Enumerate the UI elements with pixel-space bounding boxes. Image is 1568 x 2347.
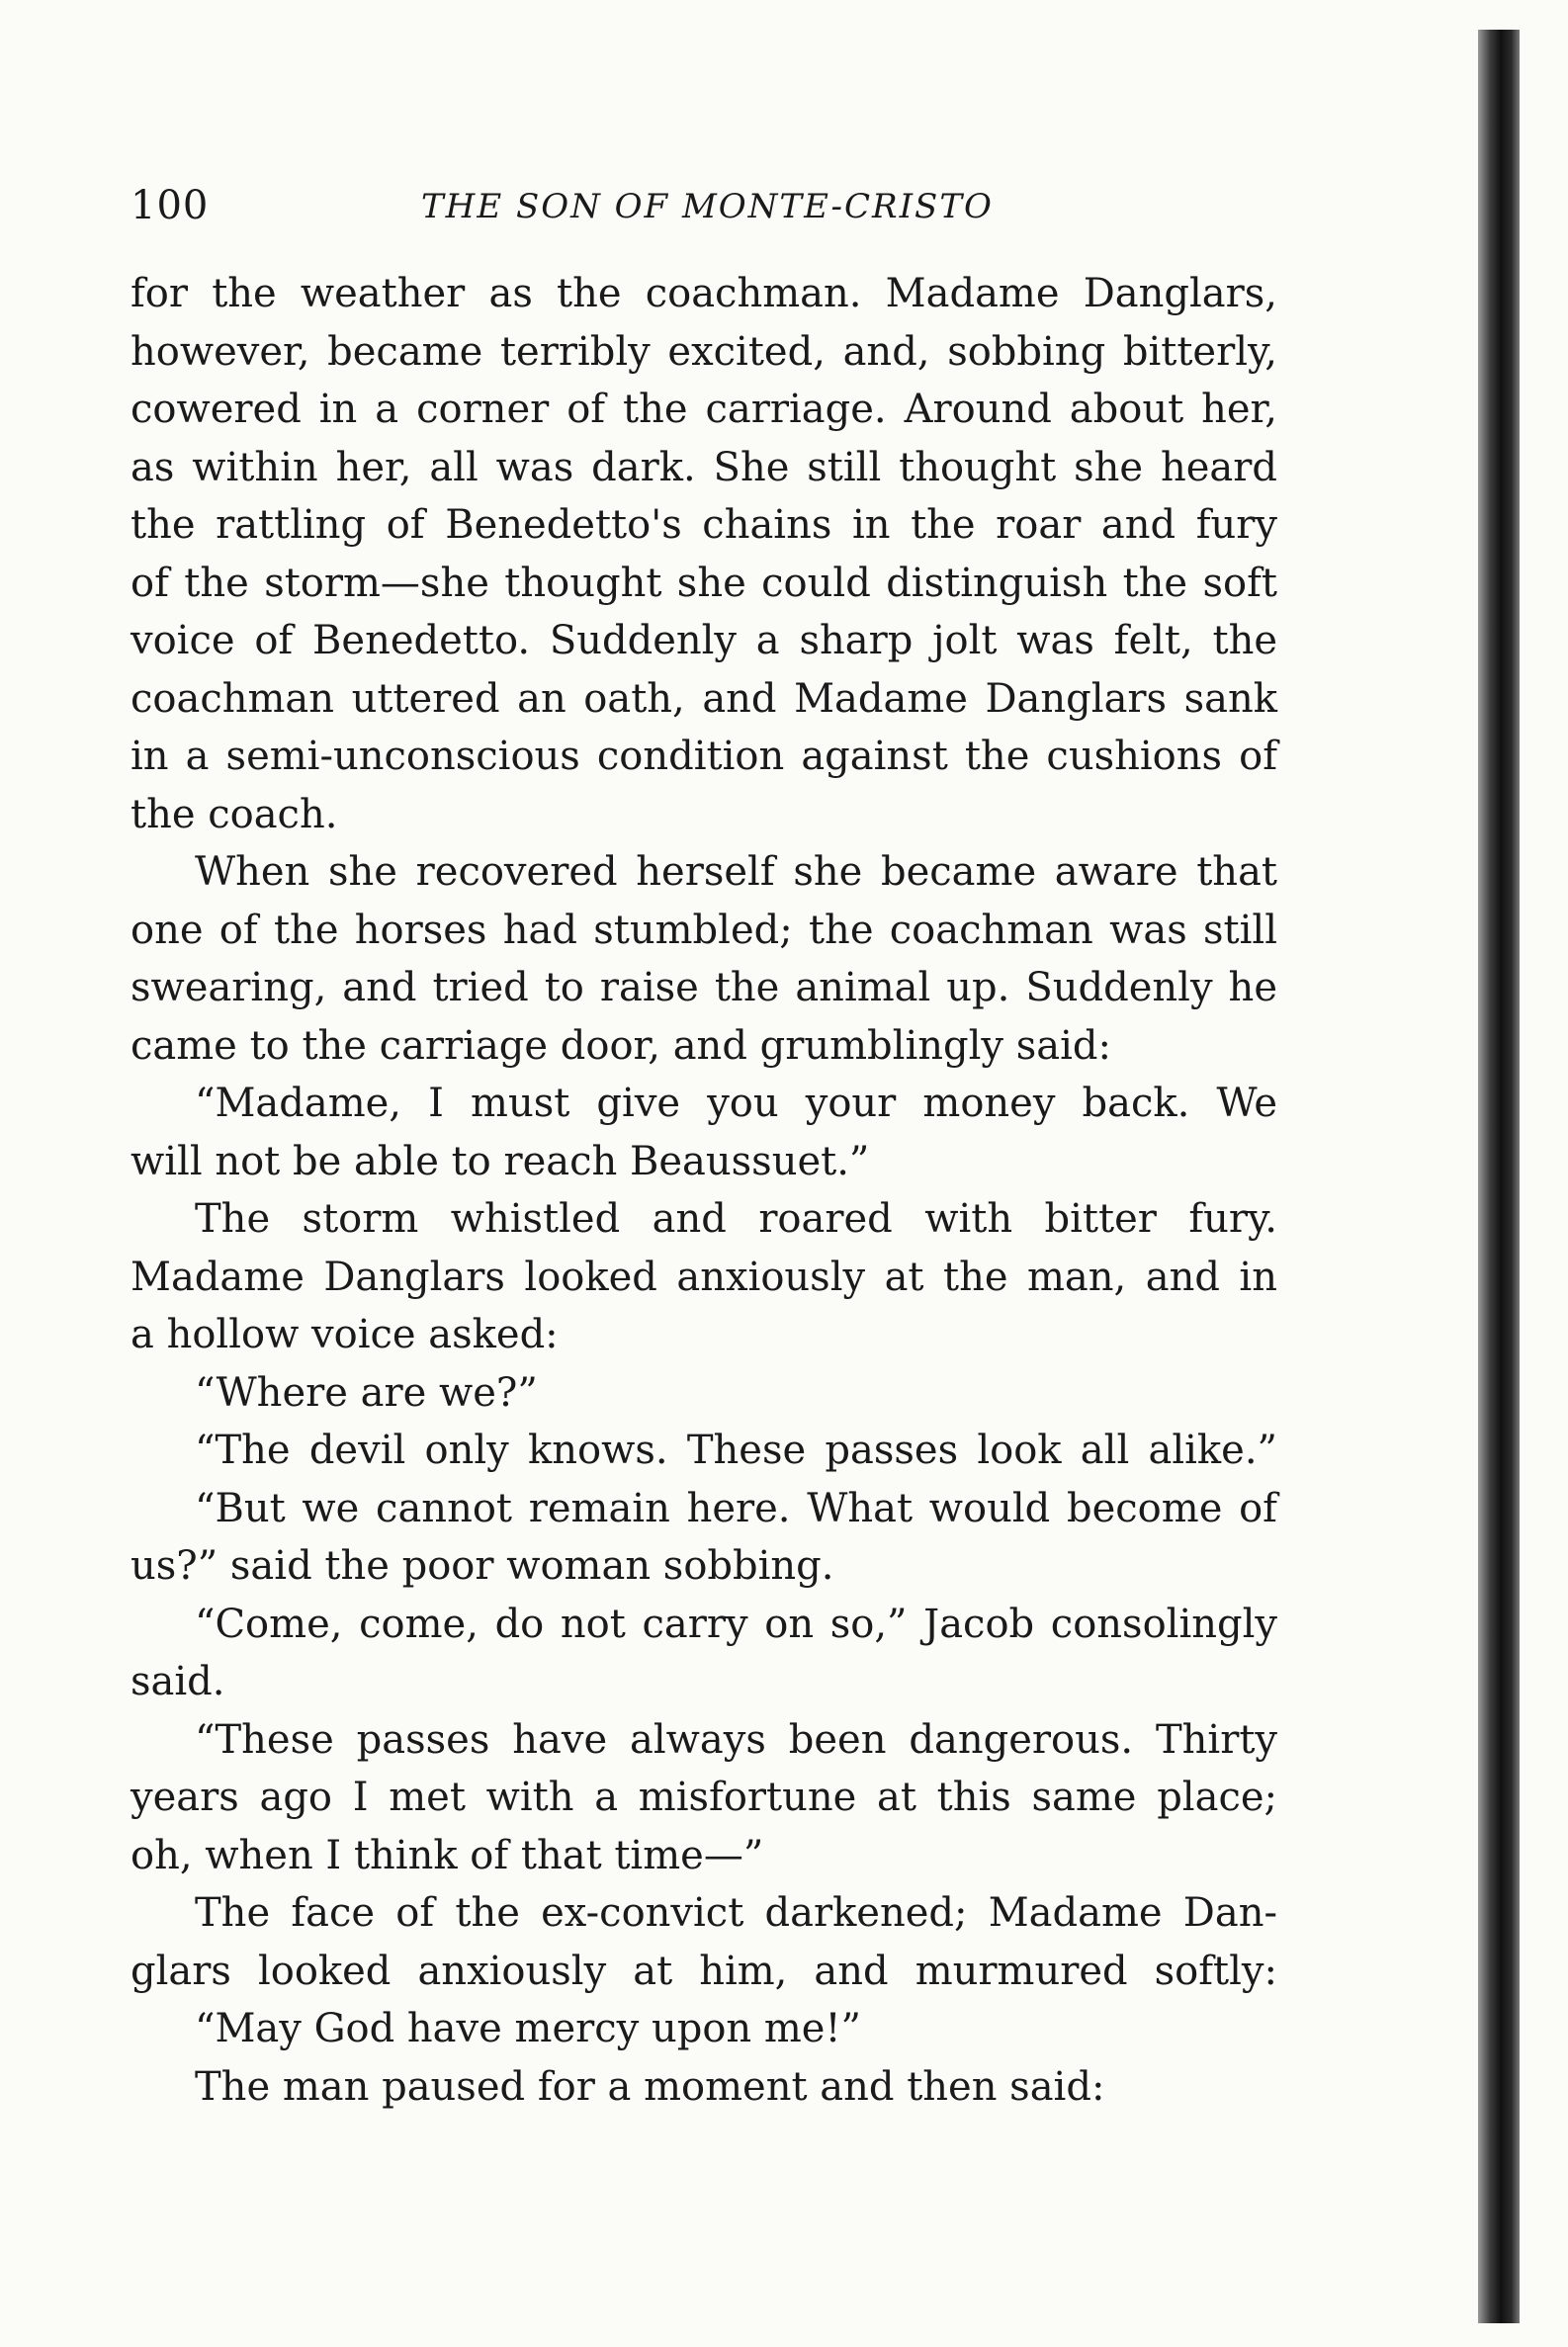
text-line: The man paused for a moment and then said:	[195, 2063, 1105, 2110]
text-line: voice of Benedetto. Suddenly a sharp jolt was felt, the	[131, 618, 1277, 663]
text-line: one of the horses had stumbled; the coachman was still	[131, 907, 1277, 953]
text-line: said.	[131, 1659, 225, 1704]
text-line: will not be able to reach Beaussuet.”	[131, 1138, 870, 1184]
text-line: came to the carriage door, and grumblingly said:	[131, 1022, 1111, 1069]
text-line: however, became terribly excited, and, sobbing bitterly,	[131, 328, 1277, 375]
body-text	[131, 265, 1277, 2116]
text-line: When she recovered herself she became aware that	[195, 849, 1277, 895]
text-line: cowered in a corner of the carriage. Around about her,	[131, 387, 1277, 432]
text-line: for the weather as the coachman. Madame Danglars,	[131, 271, 1277, 316]
text-line: The face of the ex-convict darkened; Madame Dan-	[195, 1890, 1277, 1936]
text-line: years ago I met with a misfortune at this same place;	[131, 1775, 1277, 1820]
text-line: swearing, and tried to raise the animal up. Suddenly he	[131, 965, 1277, 1010]
text-line: glars looked anxiously at him, and murmured softly:	[131, 1948, 1277, 1994]
text-line: The storm whistled and roared with bitter fury.	[195, 1196, 1277, 1242]
text-line: “Where are we?”	[195, 1369, 538, 1416]
text-line: of the storm—she thought she could distinguish the soft	[131, 560, 1277, 606]
text-line: the rattling of Benedetto's chains in the roar and fury	[131, 502, 1277, 548]
text-line: oh, when I think of that time—”	[131, 1832, 764, 1878]
text-line: Madame Danglars looked anxiously at the man, and in	[131, 1254, 1277, 1300]
text-line: “Come, come, do not carry on so,” Jacob consolingly	[195, 1601, 1277, 1647]
text-line: “Madame, I must give you your money back. We	[195, 1081, 1277, 1126]
text-line: a hollow voice asked:	[131, 1312, 559, 1357]
text-line: “The devil only knows. These passes look all alike.”	[195, 1428, 1277, 1473]
text-line: “May God have mercy upon me!”	[195, 2006, 862, 2051]
text-line: in a semi-unconscious condition against the cushions of	[131, 734, 1277, 779]
page-header	[131, 183, 1277, 242]
page-number: 100	[131, 183, 210, 228]
text-line: as within her, all was dark. She still thought she heard	[131, 444, 1277, 490]
text-line: “These passes have always been dangerous. Thirty	[195, 1716, 1277, 1763]
text-line: the coach.	[131, 791, 338, 837]
running-title: THE SON OF MONTE-CRISTO	[421, 187, 994, 226]
text-line: coachman uttered an oath, and Madame Danglars sank	[131, 675, 1277, 722]
text-line: “But we cannot remain here. What would become of	[195, 1485, 1277, 1531]
text-line: us?” said the poor woman sobbing.	[131, 1543, 834, 1589]
binding-gutter-shadow	[1478, 30, 1520, 2323]
